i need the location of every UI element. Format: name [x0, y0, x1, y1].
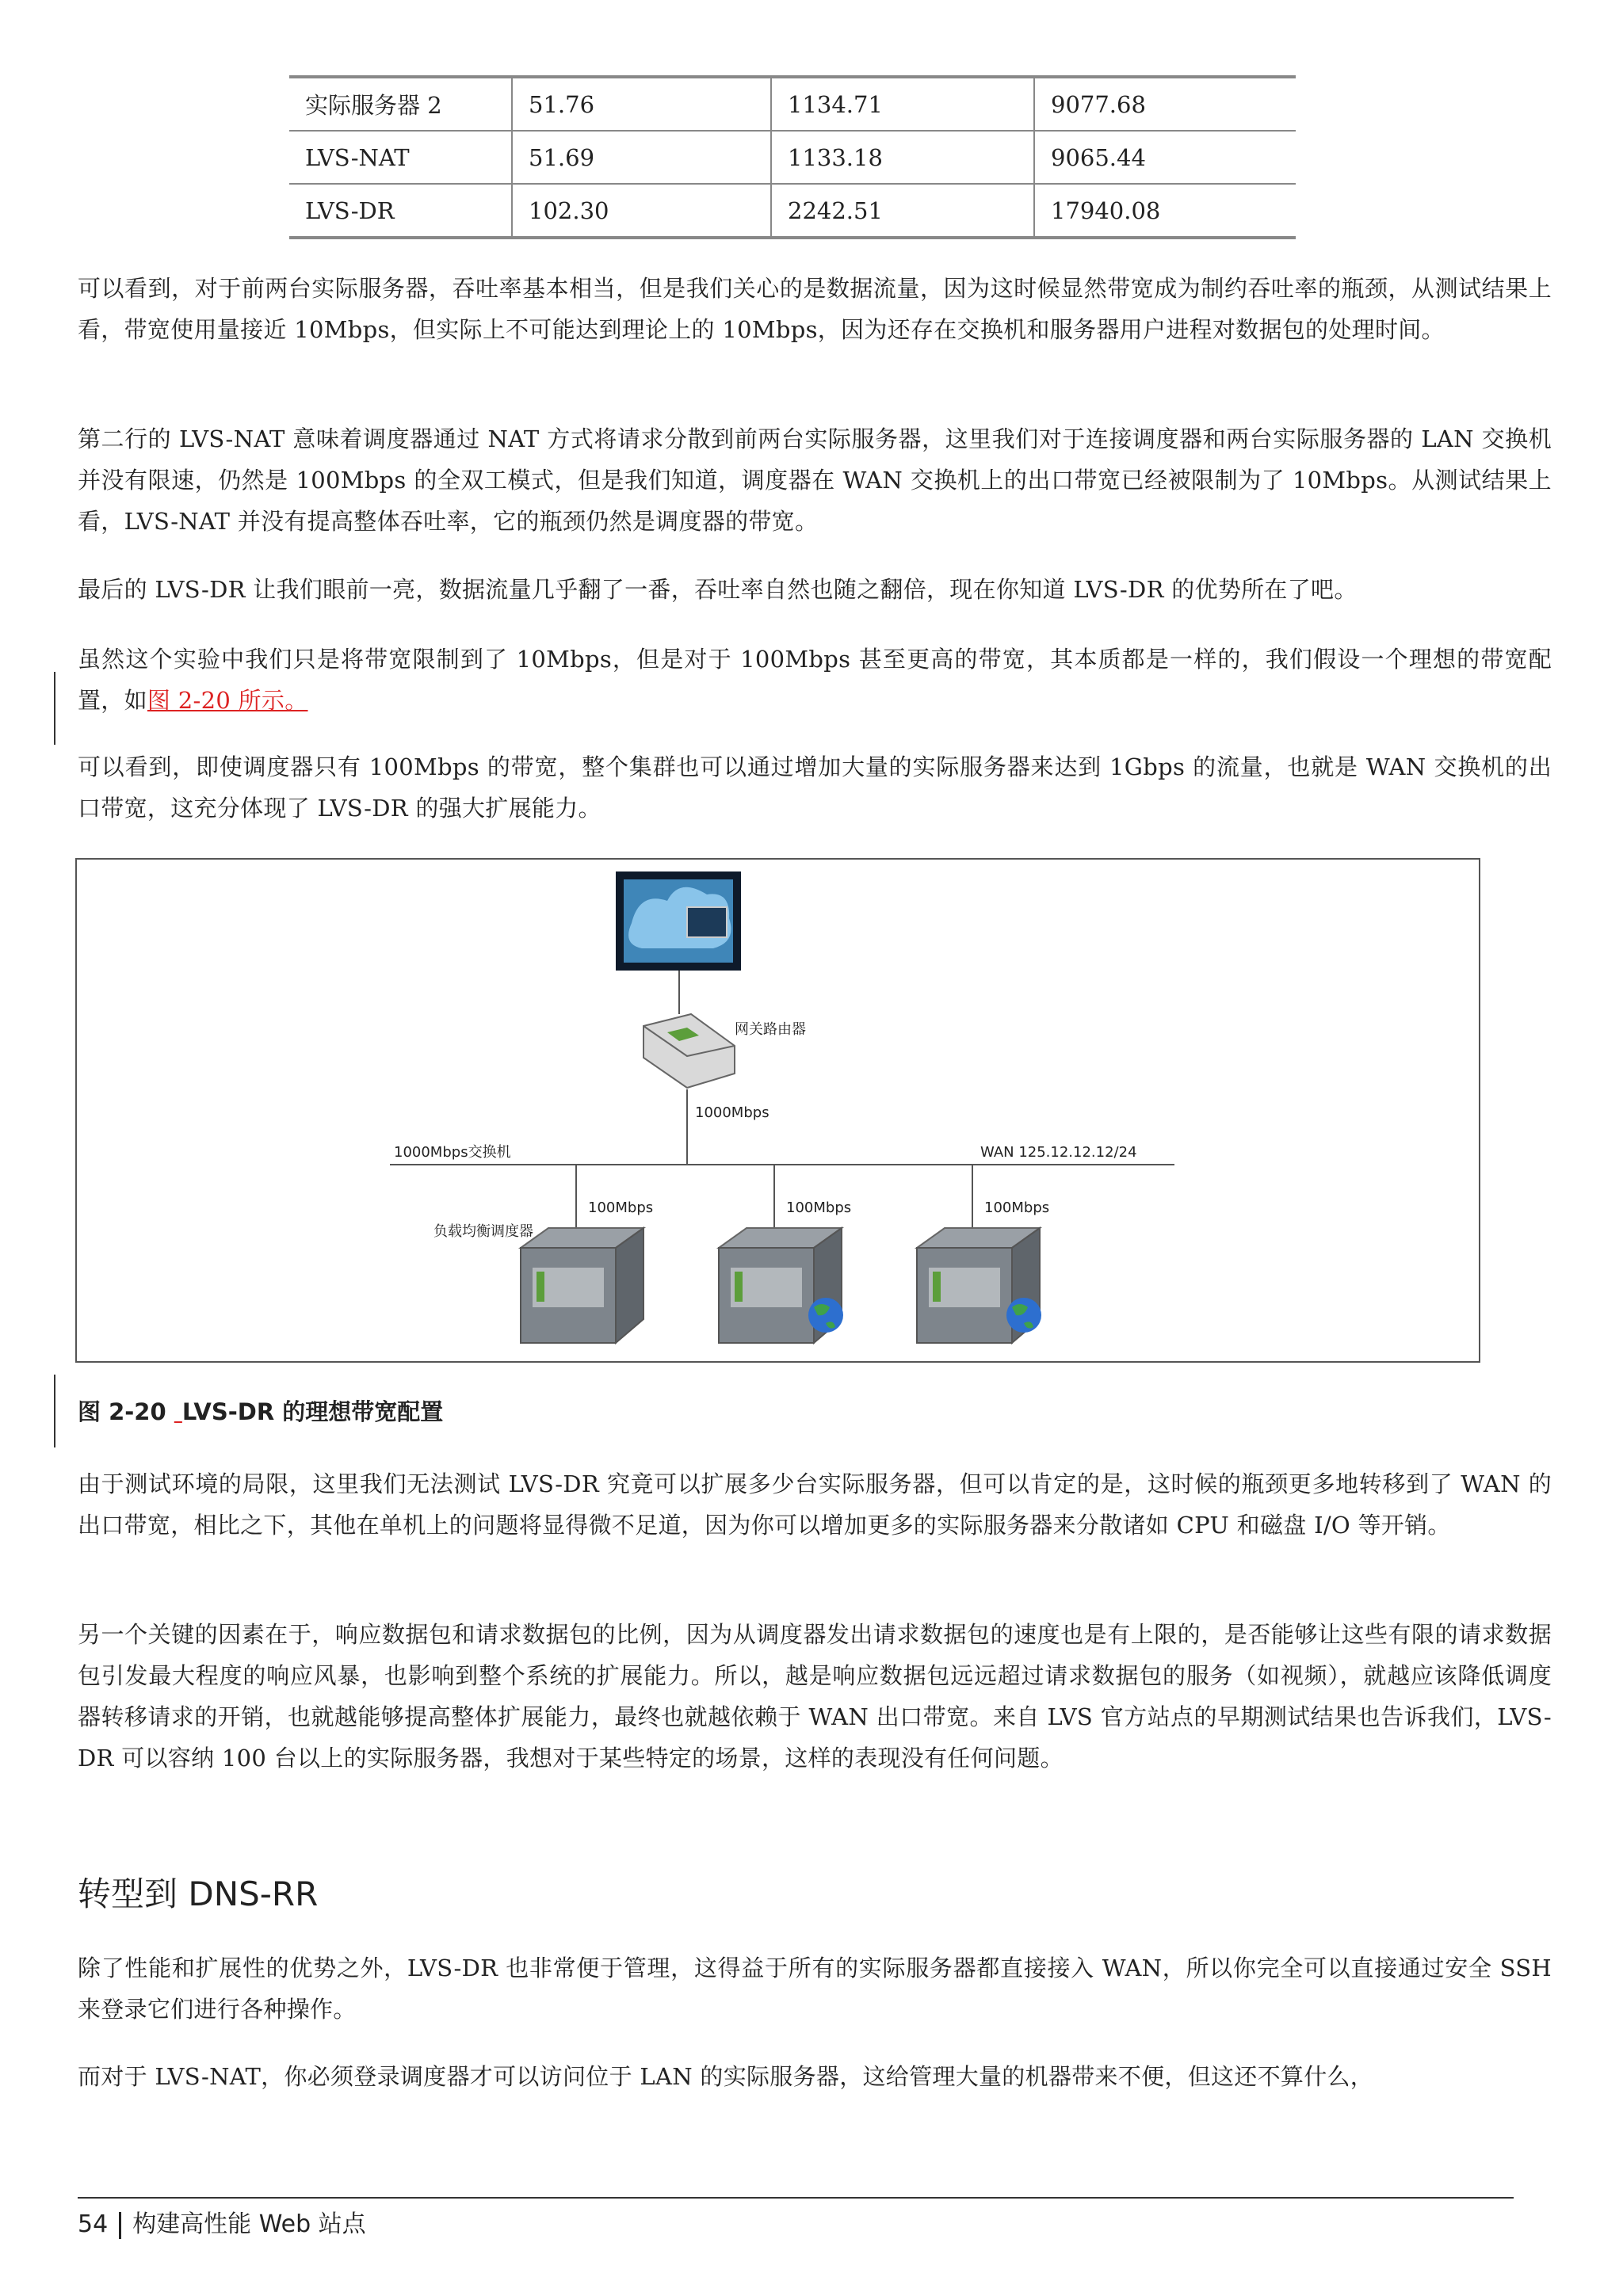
book-title: 构建高性能 Web 站点 [132, 2210, 366, 2238]
uplink-label: 1000Mbps [695, 1104, 769, 1121]
globe-icon [1006, 1298, 1041, 1333]
wan-label: WAN 125.12.12.12/24 [980, 1144, 1137, 1161]
table-cell: 实际服务器 2 [305, 92, 442, 119]
table-cell: 2242.51 [771, 184, 1034, 238]
caption-text: LVS-DR 的理想带宽配置 [181, 1398, 444, 1425]
table-cell: 17940.08 [1034, 184, 1296, 238]
paragraph-3: 最后的 LVS-DR 让我们眼前一亮，数据流量几乎翻了一番，吞吐率自然也随之翻倍，现在你知道 LVS-DR 的优势所在了吧。 [78, 576, 1358, 603]
table-row [289, 184, 1296, 238]
router-icon [643, 1014, 735, 1088]
figure-caption [78, 1394, 443, 1427]
paragraph-2: 第二行的 LVS-NAT 意味着调度器通过 NAT 方式将请求分散到前两台实际服务器，这里我们对于连接调度器和两台实际服务器的 LAN 交换机并没有限速，仍然是 100Mbps 的全双工模式，但是我们知道，调度器在 WAN 交换机上的出口带宽已经被限制为了 10Mbps。从测试结果上看，LVS-NAT 并没有提高整体吞吐率，它的瓶颈仍然是调度器的带宽。 [78, 425, 1552, 535]
change-bar [54, 1375, 55, 1447]
paragraph-1: 可以看到，对于前两台实际服务器，吞吐率基本相当，但是我们关心的是数据流量，因为这时候显然带宽成为制约吞吐率的瓶颈，从测试结果上看，带宽使用量接近 10Mbps，但实际上不可能达到理论上的 10Mbps，因为还存在交换机和服务器用户进程对数据包的处理时间。 [78, 275, 1552, 343]
paragraph-4-text: 虽然这个实验中我们只是将带宽限制到了 10Mbps，但是对于 100Mbps 甚至更高的带宽，其本质都是一样的，我们假设一个理想的带宽配置，如 [78, 646, 1552, 714]
network-diagram-svg [77, 860, 1479, 1361]
table-cell: 1134.71 [771, 77, 1034, 131]
internet-cloud-icon [616, 871, 741, 971]
link-label-1: 100Mbps [588, 1199, 654, 1216]
paragraph-7: 另一个关键的因素在于，响应数据包和请求数据包的比例，因为从调度器发出请求数据包的速度也是有上限的，是否能够让这些有限的请求数据包引发最大程度的响应风暴，也影响到整个系统的扩展能力。所以，越是响应数据包远远超过请求数据包的服务（如视频），就越应该降低调度器转移请求的开销，也就越能够提高整体扩展能力，最终也就越依赖于 WAN 出口带宽。来自 LVS 官方站点的早期测试结果也告诉我们，LVS-DR 可以容纳 100 台以上的实际服务器，我想对于某些特定的场景，这样的表现没有任何问题。 [78, 1621, 1552, 1772]
table-cell: 51.69 [512, 131, 771, 184]
footer-separator [119, 2212, 121, 2239]
network-diagram [75, 858, 1480, 1363]
paragraph-9: 而对于 LVS-NAT，你必须登录调度器才可以访问位于 LAN 的实际服务器，这给管理大量的机器带来不便，但这还不算什么， [78, 2063, 1374, 2090]
table-row [289, 131, 1296, 184]
figure-link[interactable]: 图 2-20 所示。 [147, 687, 308, 714]
table-cell: 9077.68 [1034, 77, 1296, 131]
paragraph-8: 除了性能和扩展性的优势之外，LVS-DR 也非常便于管理，这得益于所有的实际服务器都直接接入 WAN，所以你完全可以直接通过安全 SSH 来登录它们进行各种操作。 [78, 1955, 1552, 2023]
paragraph-4 [78, 639, 1552, 721]
footer-rule [78, 2197, 1514, 2199]
change-bar [54, 672, 55, 745]
table-cell: LVS-DR [289, 184, 512, 238]
balancer-label: 负载均衡调度器 [433, 1223, 533, 1240]
table-cell: 102.30 [512, 184, 771, 238]
link-label-2: 100Mbps [786, 1199, 852, 1216]
globe-icon [808, 1298, 843, 1333]
table-cell: LVS-NAT [289, 131, 512, 184]
page-number: 54 [78, 2210, 109, 2238]
balancer-server-icon [521, 1228, 643, 1343]
page-footer [78, 2204, 366, 2239]
router-label: 网关路由器 [735, 1021, 806, 1038]
table-cell: 51.76 [512, 77, 771, 131]
table-cell: 1133.18 [771, 131, 1034, 184]
caption-number: 图 2-20 [78, 1398, 166, 1425]
switch-label: 1000Mbps交换机 [394, 1144, 511, 1161]
link-label-3: 100Mbps [984, 1199, 1050, 1216]
table-cell: 9065.44 [1034, 131, 1296, 184]
table-row [289, 77, 1296, 131]
paragraph-5: 可以看到，即使调度器只有 100Mbps 的带宽，整个集群也可以通过增加大量的实际服务器来达到 1Gbps 的流量，也就是 WAN 交换机的出口带宽，这充分体现了 LVS-DR 的强大扩展能力。 [78, 753, 1552, 822]
paragraph-6: 由于测试环境的局限，这里我们无法测试 LVS-DR 究竟可以扩展多少台实际服务器，但可以肯定的是，这时候的瓶颈更多地转移到了 WAN 的出口带宽，相比之下，其他在单机上的问题将显得微不足道，因为你可以增加更多的实际服务器来分散诸如 CPU 和磁盘 I/O 等开销。 [78, 1470, 1552, 1539]
section-heading: 转型到 DNS-RR [78, 1875, 319, 1913]
throughput-table [289, 75, 1296, 239]
